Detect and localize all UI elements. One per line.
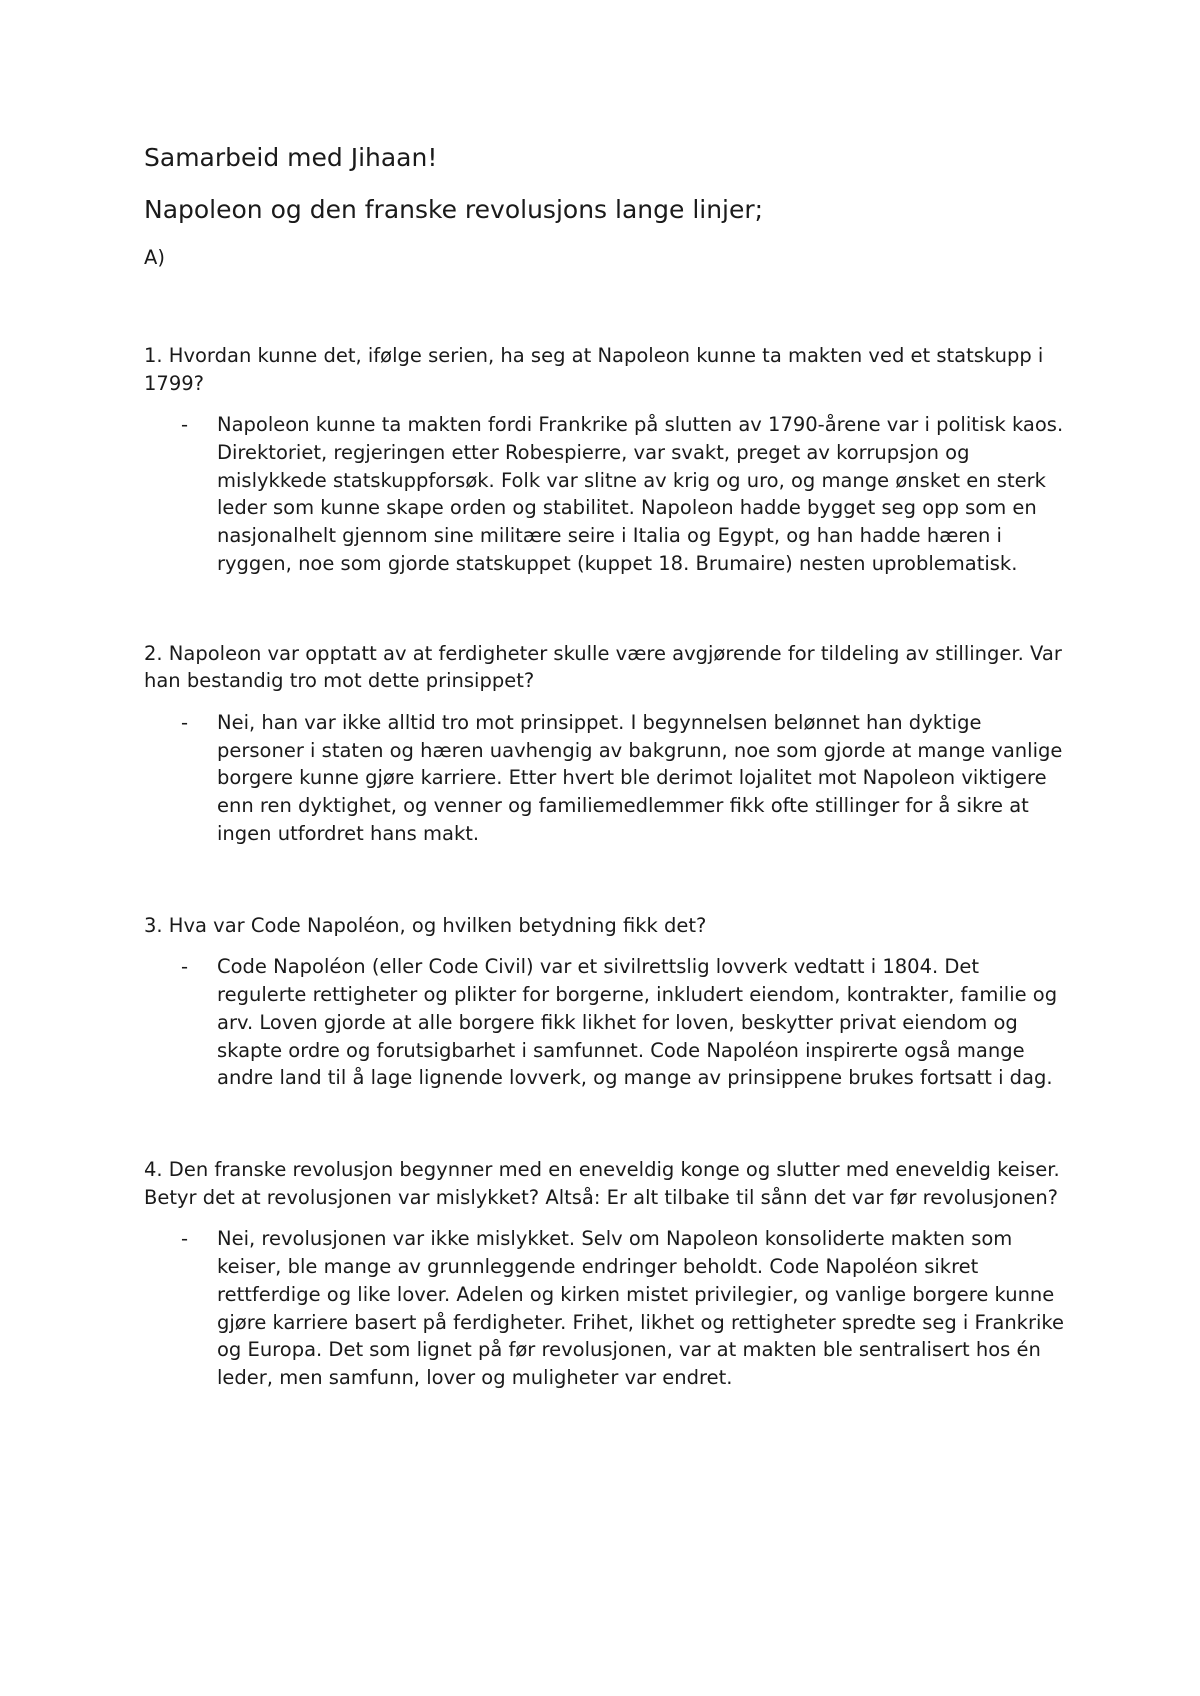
bullet-dash: - [181,413,189,436]
bullet-dash: - [181,710,189,734]
answer-2-text: Nei, han var ikke alltid tro mot prinsippet. I begynnelsen belønnet han dyktige personer i staten og hæren uavhengig av bakgrunn, noe som gjorde at mange vanlige borgere kunne gjøre karriere. Etter hvert ble derimot lojalitet mot Napoleon viktigere enn ren dyktighet, og venner og familiemedlemmer fikk ofte stillinger for å sikre at ingen utfordret hans makt. [217,710,1063,845]
part-label: A) [144,246,165,269]
bullet-dash: - [181,1227,189,1251]
answer-4-text: Nei, revolusjonen var ikke mislykket. Selv om Napoleon konsoliderte makten som keiser, ble mange av grunnleggende endringer beholdt. Code Napoléon sikret rettferdige og like lover. Adelen og kirken mistet privilegier, og vanlige borgere kunne gjøre karriere basert på ferdigheter. Frihet, likhet og rettigheter spredte seg i Frankrike og Europa. Det som lignet på før revolusjonen, var at makten ble sentralisert hos én leder, men samfunn, lover og muligheter var endret. [217,1227,1064,1390]
qa-block-4 [144,1156,1074,1392]
answer-3-text: Code Napoléon (eller Code Civil) var et sivilrettslig lovverk vedtatt i 1804. Det regulerte rettigheter og plikter for borgerne, inkludert eiendom, kontrakter, familie og arv. Loven gjorde at alle borgere fikk likhet for loven, beskytter privat eiendom og skapte ordre og forutsigbarhet i samfunnet. Code Napoléon inspirerte også mange andre land til å lage lignende lovverk, og mange av prinsippene brukes fortsatt i dag. [217,955,1058,1090]
answer-3 [144,953,1074,1092]
question-1: 1. Hvordan kunne det, ifølge serien, ha seg at Napoleon kunne ta makten ved et statskupp i 1799? [144,344,1044,395]
question-3: 3. Hva var Code Napoléon, og hvilken betydning fikk det? [144,913,707,937]
qa-block-2 [144,640,1074,848]
answer-4 [144,1225,1074,1392]
qa-block-1 [144,342,1074,578]
qa-block-3 [144,912,1074,1092]
document-subtitle: Napoleon og den franske revolusjons lange linjer; [144,195,764,224]
bullet-dash: - [181,955,189,979]
document-title: Samarbeid med Jihaan! [144,143,438,172]
answer-2 [144,709,1074,848]
answer-1 [144,411,1074,578]
document-page [144,142,1074,1454]
question-2: 2. Napoleon var opptatt av at ferdigheter skulle være avgjørende for tildeling av stillinger. Var han bestandig tro mot dette prinsippet? [144,641,1062,693]
question-4: 4. Den franske revolusjon begynner med en eneveldig konge og slutter med eneveldig keiser. Betyr det at revolusjonen var mislykket? Altså: Er alt tilbake til sånn det var før revolusjonen? [144,1158,1060,1209]
answer-1-text: Napoleon kunne ta makten fordi Frankrike på slutten av 1790-årene var i politisk kaos. Direktoriet, regjeringen etter Robespierre, var svakt, preget av korrupsjon og mislykkede statskuppforsøk. Folk var slitne av krig og uro, og mange ønsket en sterk leder som kunne skape orden og stabilitet. Napoleon hadde bygget seg opp som en nasjonalhelt gjennom sine militære seire i Italia og Egypt, og han hadde hæren i ryggen, noe som gjorde statskuppet (kuppet 18. Brumaire) nesten uproblematisk. [217,413,1064,575]
